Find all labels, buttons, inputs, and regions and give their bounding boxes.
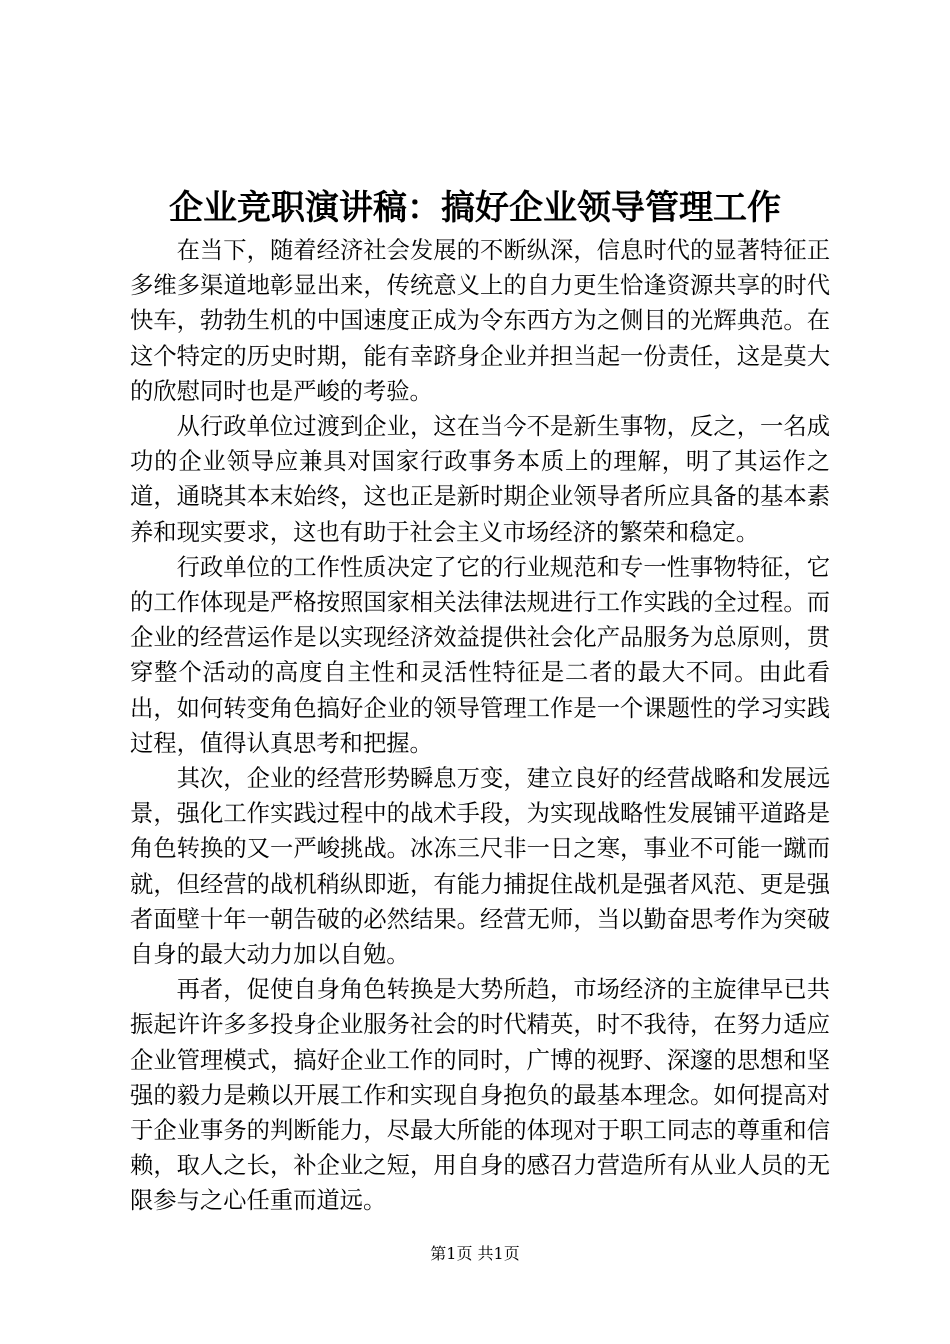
page-number-footer: 第1页 共1页	[430, 1244, 520, 1263]
paragraph-2: 从行政单位过渡到企业，这在当今不是新生事物，反之，一名成功的企业领导应兼具对国家行政事务本质上的理解，明了其运作之道，通晓其本末始终，这也正是新时期企业领导者所应具备的基本素养和现实要求，这也有助于社会主义市场经济的繁荣和稳定。	[130, 413, 830, 546]
document-title: 企业竞职演讲稿：搞好企业领导管理工作	[169, 188, 781, 228]
paragraph-4: 其次，企业的经营形势瞬息万变，建立良好的经营战略和发展远景，强化工作实践过程中的战术手段，为实现战略性发展铺平道路是角色转换的又一严峻挑战。冰冻三尺非一日之寒，事业不可能一蹴而就，但经营的战机稍纵即逝，有能力捕捉住战机是强者风范、更是强者面壁十年一朝告破的必然结果。经营无师，当以勤奋思考作为突破自身的最大动力加以自勉。	[130, 765, 830, 969]
document-body	[130, 233, 830, 1219]
paragraph-3: 行政单位的工作性质决定了它的行业规范和专一性事物特征，它的工作体现是严格按照国家相关法律法规进行工作实践的全过程。而企业的经营运作是以实现经济效益提供社会化产品服务为总原则，贯穿整个活动的高度自主性和灵活性特征是二者的最大不同。由此看出，如何转变角色搞好企业的领导管理工作是一个课题性的学习实践过程，值得认真思考和把握。	[130, 553, 830, 757]
paragraph-5: 再者，促使自身角色转换是大势所趋，市场经济的主旋律早已共振起许许多多投身企业服务社会的时代精英，时不我待，在努力适应企业管理模式，搞好企业工作的同时，广博的视野、深邃的思想和坚强的毅力是赖以开展工作和实现自身抱负的最基本理念。如何提高对于企业事务的判断能力，尽最大所能的体现对于职工同志的尊重和信赖，取人之长，补企业之短，用自身的感召力营造所有从业人员的无限参与之心任重而道远。	[130, 976, 830, 1215]
paragraph-1: 在当下，随着经济社会发展的不断纵深，信息时代的显著特征正多维多渠道地彰显出来，传统意义上的自力更生恰逢资源共享的时代快车，勃勃生机的中国速度正成为令东西方为之侧目的光辉典范。在这个特定的历史时期，能有幸跻身企业并担当起一份责任，这是莫大的欣慰同时也是严峻的考验。	[130, 237, 830, 405]
